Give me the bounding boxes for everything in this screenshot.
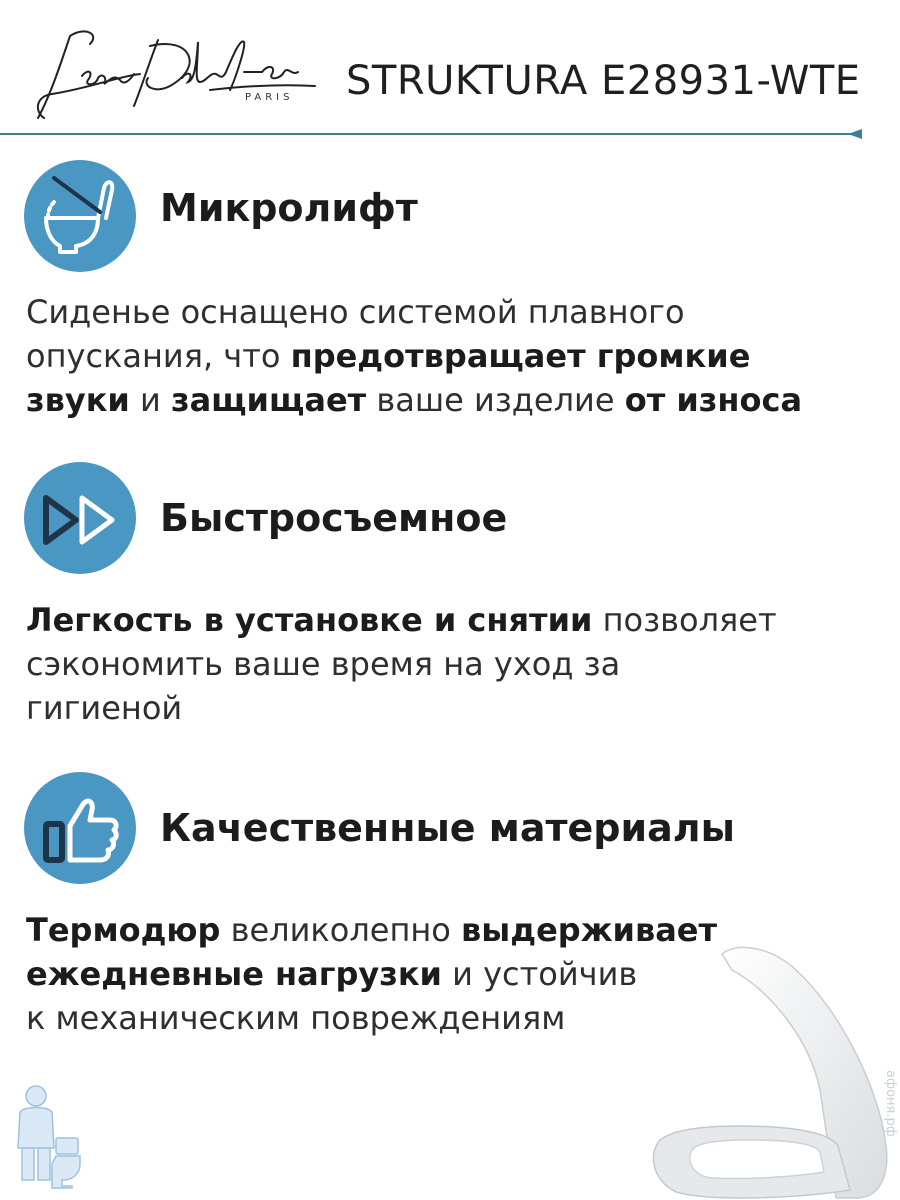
brand-city: PARIS <box>245 92 294 103</box>
text-line <box>26 290 886 334</box>
body-text: опускания, что <box>26 337 291 375</box>
soft-close-seat-icon <box>24 160 136 272</box>
header-divider <box>0 128 862 140</box>
emphasis-text: защищает <box>170 381 367 419</box>
fast-forward-icon <box>24 462 136 574</box>
emphasis-text: звуки <box>26 381 130 419</box>
text-line <box>26 334 886 378</box>
feature-description <box>26 598 886 730</box>
body-text: позволяет <box>592 601 777 639</box>
emphasis-text: от износа <box>624 381 803 419</box>
body-text: к механическим повреждениям <box>26 999 566 1037</box>
feature-title: Качественные материалы <box>160 806 735 850</box>
emphasis-text: предотвращает громкие <box>290 337 751 375</box>
brand-logo <box>30 26 320 126</box>
watermark: афоня.рф <box>883 1070 898 1137</box>
model-title: STRUKTURA E28931-WTE <box>346 58 861 104</box>
header <box>0 0 900 140</box>
body-text: и устойчив <box>441 955 638 993</box>
emphasis-text: Легкость в установке и снятии <box>26 601 593 639</box>
feature-title: Быстросъемное <box>160 496 508 540</box>
feature-title: Микролифт <box>160 186 418 230</box>
text-line <box>26 642 886 686</box>
feature-description <box>26 290 886 422</box>
toilet-seat-image <box>640 940 900 1200</box>
emphasis-text: Термодюр <box>26 911 221 949</box>
text-line <box>26 686 886 730</box>
plumber-mascot-icon <box>6 1078 86 1190</box>
thumbs-up-icon <box>24 772 136 884</box>
body-text: гигиеной <box>26 689 183 727</box>
body-text: сэкономить ваше время на уход за <box>26 645 621 683</box>
body-text: великолепно <box>220 911 462 949</box>
emphasis-text: ежедневные нагрузки <box>26 955 442 993</box>
body-text: ваше изделие <box>366 381 625 419</box>
text-line <box>26 598 886 642</box>
body-text: и <box>129 381 171 419</box>
emphasis-text: выдерживает <box>461 911 718 949</box>
text-line <box>26 378 886 422</box>
body-text: Сиденье оснащено системой плавного <box>26 293 685 331</box>
